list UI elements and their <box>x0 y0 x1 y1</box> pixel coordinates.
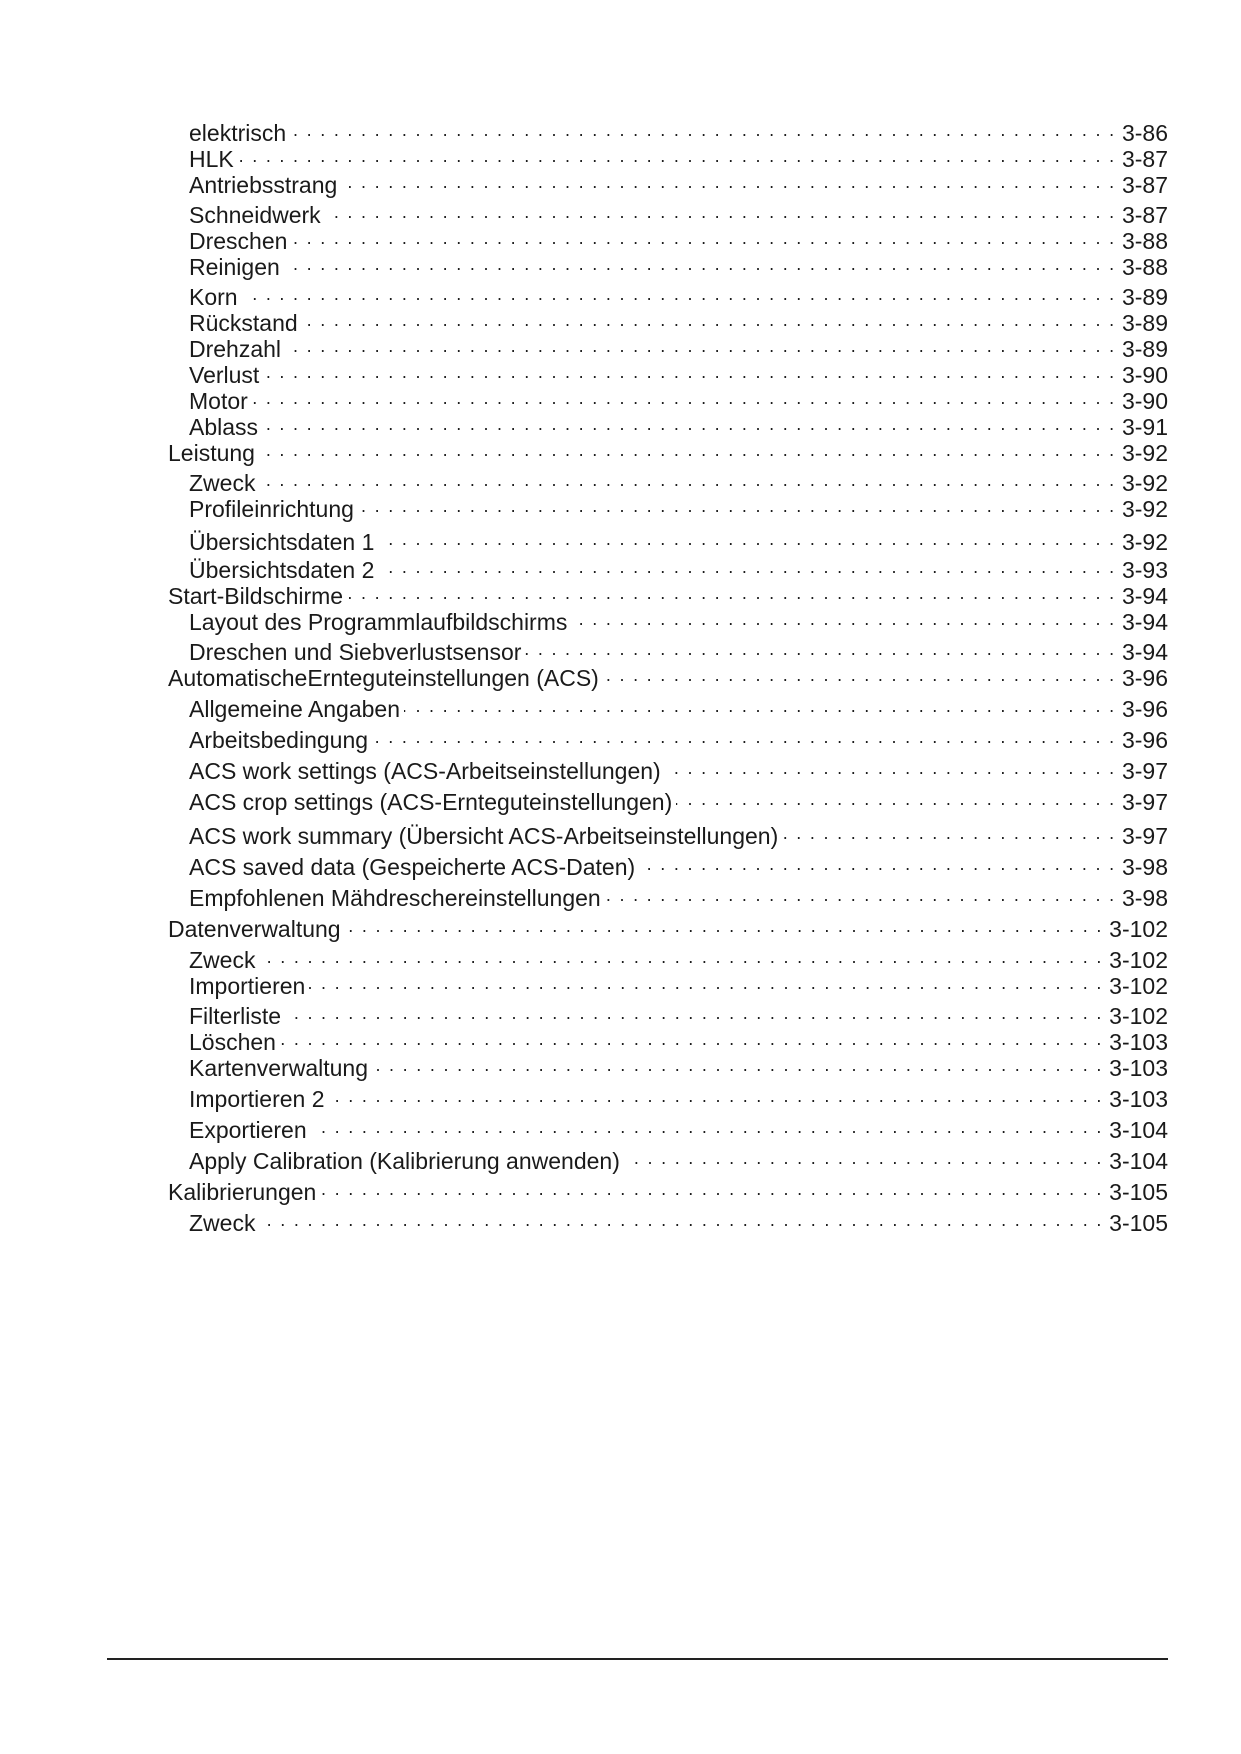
toc-entry-page: 3-89 <box>1121 336 1168 362</box>
toc-entry-page: 3-92 <box>1121 529 1168 555</box>
toc-entry-page: 3-86 <box>1121 120 1168 146</box>
toc-dot-leader <box>665 753 1116 779</box>
toc-entry[interactable] <box>168 911 1168 942</box>
toc-dot-leader <box>311 1112 1104 1138</box>
toc-entry-page: 3-103 <box>1109 1055 1168 1081</box>
toc-entry[interactable] <box>189 880 1168 911</box>
toc-entry-title: Importieren 2 <box>189 1086 325 1112</box>
toc-dot-leader <box>782 818 1116 844</box>
toc-dot-leader <box>259 1205 1103 1231</box>
toc-dot-leader <box>525 634 1116 660</box>
toc-entry-title: ACS saved data (Gespeicherte ACS-Daten) <box>189 854 636 880</box>
toc-dot-leader <box>605 880 1116 906</box>
toc-entry-page: 3-103 <box>1109 1029 1168 1055</box>
toc-dot-leader <box>285 331 1116 357</box>
toc-entry-title: Kartenverwaltung <box>189 1055 368 1081</box>
toc-dot-leader <box>372 722 1116 748</box>
toc-dot-leader <box>262 409 1116 435</box>
toc-entry-page: 3-102 <box>1109 916 1168 942</box>
toc-entry-title: Motor <box>189 388 248 414</box>
toc-entry[interactable] <box>189 604 1168 635</box>
toc-dot-leader <box>263 357 1116 383</box>
toc-entry-title: Importieren <box>189 973 306 999</box>
toc-entry-title: Drehzahl <box>189 336 282 362</box>
toc-entry-page: 3-103 <box>1109 1086 1168 1112</box>
toc-entry-title: Arbeitsbedingung <box>189 727 369 753</box>
toc-dot-leader <box>345 911 1104 937</box>
toc-entry-title: Datenverwaltung <box>168 916 341 942</box>
toc-entry-title: Apply Calibration (Kalibrierung anwenden) <box>189 1148 620 1174</box>
toc-entry-title: Übersichtsdaten 1 <box>189 529 375 555</box>
toc-entry[interactable] <box>168 435 1168 466</box>
toc-entry[interactable] <box>189 1050 1168 1081</box>
toc-dot-leader <box>347 578 1116 604</box>
toc-entry-title: Leistung <box>168 440 255 466</box>
toc-entry-title: Verlust <box>189 362 260 388</box>
toc-entry-page: 3-97 <box>1121 823 1168 849</box>
toc-entry-page: 3-94 <box>1121 583 1168 609</box>
toc-entry-title: Kalibrierungen <box>168 1179 317 1205</box>
toc-entry-title: Filterliste <box>189 1003 282 1029</box>
toc-dot-leader <box>341 167 1116 193</box>
toc-entry-page: 3-89 <box>1121 310 1168 336</box>
toc-dot-leader <box>259 435 1116 461</box>
toc-entry-page: 3-90 <box>1121 362 1168 388</box>
toc-entry-page: 3-92 <box>1121 440 1168 466</box>
toc-dot-leader <box>242 279 1116 305</box>
toc-entry[interactable] <box>168 660 1168 691</box>
toc-dot-leader <box>285 998 1103 1024</box>
toc-entry[interactable] <box>189 524 1168 555</box>
toc-entry-title: ACS work settings (ACS-Arbeitseinstellungen) <box>189 758 661 784</box>
toc-entry-page: 3-105 <box>1109 1210 1168 1236</box>
toc-entry-title: elektrisch <box>189 120 287 146</box>
toc-entry[interactable] <box>189 968 1168 999</box>
toc-dot-leader <box>676 784 1116 810</box>
toc-entry-title: Antriebsstrang <box>189 172 338 198</box>
toc-entry-title: Zweck <box>189 470 256 496</box>
toc-entry-page: 3-94 <box>1121 609 1168 635</box>
toc-entry-page: 3-87 <box>1121 172 1168 198</box>
toc-entry[interactable] <box>189 167 1168 198</box>
toc-entry-page: 3-102 <box>1109 947 1168 973</box>
toc-entry-page: 3-88 <box>1121 254 1168 280</box>
toc-entry-title: ACS crop settings (ACS-Ernteguteinstellungen) <box>189 789 673 815</box>
toc-entry-title: Zweck <box>189 947 256 973</box>
toc-entry-title: Allgemeine Angaben <box>189 696 400 722</box>
toc-dot-leader <box>320 1174 1103 1200</box>
toc-entry-page: 3-97 <box>1121 758 1168 784</box>
toc-dot-leader <box>302 305 1116 331</box>
toc-entry-title: HLK <box>189 146 234 172</box>
toc-dot-leader <box>378 524 1116 550</box>
toc-entry[interactable] <box>189 491 1168 522</box>
toc-entry-title: Layout des Programmlaufbildschirms <box>189 609 568 635</box>
toc-dot-leader <box>378 552 1116 578</box>
toc-dot-leader <box>284 249 1116 275</box>
toc-entry-title: Profileinrichtung <box>189 496 354 522</box>
toc-dot-leader <box>404 691 1116 717</box>
toc-entry-title: Start-Bildschirme <box>168 583 344 609</box>
toc-dot-leader <box>571 604 1116 630</box>
toc-dot-leader <box>603 660 1116 686</box>
toc-entry-title: Dreschen und Siebverlustsensor <box>189 639 522 665</box>
toc-entry[interactable] <box>189 849 1168 880</box>
toc-dot-leader <box>358 491 1116 517</box>
toc-entry[interactable] <box>189 784 1168 815</box>
toc-entry-page: 3-102 <box>1109 973 1168 999</box>
toc-dot-leader <box>238 141 1116 167</box>
toc-entry[interactable] <box>189 753 1168 784</box>
toc-entry[interactable] <box>168 1174 1168 1205</box>
toc-entry-page: 3-97 <box>1121 789 1168 815</box>
toc-dot-leader <box>259 942 1103 968</box>
toc-entry[interactable] <box>189 1205 1168 1236</box>
toc-entry-page: 3-87 <box>1121 202 1168 228</box>
toc-entry-page: 3-93 <box>1121 557 1168 583</box>
toc-entry-title: Reinigen <box>189 254 280 280</box>
toc-entry[interactable] <box>189 1112 1168 1143</box>
toc-entry-title: AutomatischeErnteguteinstellungen (ACS) <box>168 665 599 691</box>
toc-entry-page: 3-104 <box>1109 1117 1168 1143</box>
toc-entry-title: Dreschen <box>189 228 288 254</box>
toc-entry-title: Exportieren <box>189 1117 307 1143</box>
toc-entry-title: Löschen <box>189 1029 276 1055</box>
toc-entry-page: 3-89 <box>1121 284 1168 310</box>
toc-entry-page: 3-96 <box>1121 665 1168 691</box>
toc-entry-page: 3-94 <box>1121 639 1168 665</box>
toc-entry-page: 3-90 <box>1121 388 1168 414</box>
toc-entry[interactable] <box>189 722 1168 753</box>
toc-entry-page: 3-88 <box>1121 228 1168 254</box>
toc-dot-leader <box>280 1024 1103 1050</box>
toc-dot-leader <box>309 968 1103 994</box>
toc-entry-page: 3-92 <box>1121 496 1168 522</box>
toc-entry-title: ACS work summary (Übersicht ACS-Arbeitseinstellungen) <box>189 823 779 849</box>
toc-dot-leader <box>291 223 1116 249</box>
toc-entry[interactable] <box>189 249 1168 280</box>
toc-entry-title: Zweck <box>189 1210 256 1236</box>
toc-entry[interactable] <box>189 1143 1168 1174</box>
toc-entry-title: Schneidwerk <box>189 202 321 228</box>
toc-entry-page: 3-98 <box>1121 885 1168 911</box>
toc-dot-leader <box>372 1050 1103 1076</box>
toc-entry[interactable] <box>189 691 1168 722</box>
footer-divider <box>107 1658 1168 1660</box>
toc-entry-page: 3-96 <box>1121 696 1168 722</box>
toc-entry-page: 3-92 <box>1121 470 1168 496</box>
toc-entry-page: 3-105 <box>1109 1179 1168 1205</box>
toc-entry-page: 3-104 <box>1109 1148 1168 1174</box>
toc-entry-title: Rückstand <box>189 310 298 336</box>
toc-entry-title: Empfohlenen Mähdreschereinstellungen <box>189 885 601 911</box>
toc-dot-leader <box>290 115 1116 141</box>
toc-entry-page: 3-102 <box>1109 1003 1168 1029</box>
toc-dot-leader <box>325 197 1116 223</box>
toc-dot-leader <box>252 383 1116 409</box>
toc-dot-leader <box>329 1081 1104 1107</box>
toc-dot-leader <box>624 1143 1103 1169</box>
toc-entry-page: 3-87 <box>1121 146 1168 172</box>
toc-entry[interactable] <box>189 818 1168 849</box>
toc-entry[interactable] <box>189 1081 1168 1112</box>
toc-entry-page: 3-91 <box>1121 414 1168 440</box>
toc-entry-page: 3-96 <box>1121 727 1168 753</box>
toc-entry-title: Ablass <box>189 414 259 440</box>
toc-entry-title: Übersichtsdaten 2 <box>189 557 375 583</box>
toc-dot-leader <box>639 849 1116 875</box>
toc-entry-title: Korn <box>189 284 238 310</box>
toc-entry-page: 3-98 <box>1121 854 1168 880</box>
toc-dot-leader <box>259 465 1116 491</box>
